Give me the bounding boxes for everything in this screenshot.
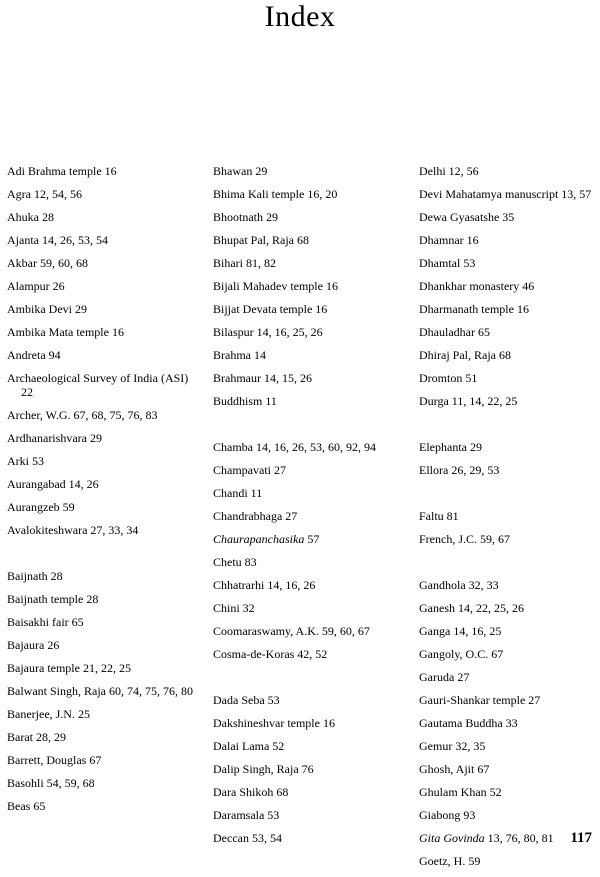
index-term: Bijjat Devata temple 16 [213, 302, 328, 316]
index-term: Ajanta 14, 26, 53, 54 [7, 233, 108, 247]
index-entry [419, 601, 599, 615]
index-pages: 13, 76, 80, 81 [484, 831, 554, 845]
index-term: Ghosh, Ajit 67 [419, 762, 490, 776]
index-term: Garuda 27 [419, 670, 470, 684]
index-entry [419, 739, 599, 753]
index-entry [213, 647, 401, 661]
index-entry [213, 371, 401, 385]
index-column-3 [419, 164, 599, 877]
index-entry [7, 776, 195, 790]
index-entry [213, 601, 401, 615]
index-term: Bihari 81, 82 [213, 256, 276, 270]
index-entry [213, 509, 401, 523]
index-entry [213, 279, 401, 293]
index-term: Dakshineshvar temple 16 [213, 716, 335, 730]
index-term: Dara Shikoh 68 [213, 785, 289, 799]
index-term: Aurangzeb 59 [7, 500, 75, 514]
index-entry [7, 233, 195, 247]
index-entry [213, 785, 401, 799]
index-term: Ghulam Khan 52 [419, 785, 502, 799]
index-entry [213, 693, 401, 707]
index-term: Archaeological Survey of India (ASI) 22 [7, 371, 189, 399]
index-term: Devi Mahatamya manuscript 13, 57 [419, 187, 592, 201]
index-entry [419, 302, 599, 316]
index-entry [419, 187, 599, 201]
index-entry [7, 592, 195, 606]
index-entry [419, 256, 599, 270]
index-entry [213, 532, 401, 546]
index-term: Bhupat Pal, Raja 68 [213, 233, 309, 247]
index-term: Daramsala 53 [213, 808, 280, 822]
index-entry [7, 256, 195, 270]
index-term: Ellora 26, 29, 53 [419, 463, 500, 477]
index-entry [419, 279, 599, 293]
index-entry [419, 670, 599, 684]
index-term: Brahma 14 [213, 348, 266, 362]
index-term: Gangoly, O.C. 67 [419, 647, 504, 661]
index-term: Beas 65 [7, 799, 46, 813]
index-entry [419, 233, 599, 247]
index-entry [419, 854, 599, 868]
index-term: Ganesh 14, 22, 25, 26 [419, 601, 524, 615]
letter-group-gap [213, 417, 401, 440]
index-term: Bajaura temple 21, 22, 25 [7, 661, 131, 675]
index-entry [419, 647, 599, 661]
page-title: Index [264, 0, 336, 33]
index-term: Bajaura 26 [7, 638, 60, 652]
index-term: Chetu 83 [213, 555, 257, 569]
index-term: Coomaraswamy, A.K. 59, 60, 67 [213, 624, 370, 638]
index-entry [213, 486, 401, 500]
index-term: Bhootnath 29 [213, 210, 278, 224]
index-entry [7, 799, 195, 813]
index-term: Baijnath temple 28 [7, 592, 99, 606]
index-entry [419, 394, 599, 408]
index-term: Andreta 94 [7, 348, 61, 362]
index-entry [213, 808, 401, 822]
index-term: Adi Brahma temple 16 [7, 164, 117, 178]
index-term: Champavati 27 [213, 463, 286, 477]
index-term: Chamba 14, 16, 26, 53, 60, 92, 94 [213, 440, 376, 454]
index-term: Gautama Buddha 33 [419, 716, 518, 730]
index-term: Bhima Kali temple 16, 20 [213, 187, 338, 201]
index-entry [419, 785, 599, 799]
index-entry [7, 638, 195, 652]
index-entry [419, 440, 599, 454]
index-entry [213, 716, 401, 730]
index-entry [419, 716, 599, 730]
index-term: Dharmanath temple 16 [419, 302, 529, 316]
letter-group-gap [419, 486, 599, 509]
index-entry [213, 762, 401, 776]
index-term: Dhauladhar 65 [419, 325, 490, 339]
index-entry [7, 348, 195, 362]
index-entry [213, 440, 401, 454]
index-entry [7, 454, 195, 468]
index-entry [419, 348, 599, 362]
index-entry [419, 808, 599, 822]
index-entry [7, 164, 195, 178]
index-term: Avalokiteshwara 27, 33, 34 [7, 523, 139, 537]
index-entry [7, 279, 195, 293]
index-entry [7, 707, 195, 721]
index-term: Akbar 59, 60, 68 [7, 256, 88, 270]
index-term: Goetz, H. 59 [419, 854, 481, 868]
index-term: Ahuka 28 [7, 210, 54, 224]
index-entry [7, 569, 195, 583]
index-term: Gemur 32, 35 [419, 739, 486, 753]
index-entry [7, 500, 195, 514]
index-entry [7, 684, 195, 698]
index-term: Giabong 93 [419, 808, 476, 822]
index-term: Ambika Mata temple 16 [7, 325, 124, 339]
index-term: Dalip Singh, Raja 76 [213, 762, 314, 776]
index-term: Baijnath 28 [7, 569, 63, 583]
index-entry [213, 210, 401, 224]
index-term: Dromton 51 [419, 371, 478, 385]
index-entry [7, 210, 195, 224]
index-entry [213, 555, 401, 569]
index-term: Ganga 14, 16, 25 [419, 624, 502, 638]
index-term: Dhamtal 53 [419, 256, 476, 270]
index-entry [7, 661, 195, 675]
index-entry [7, 371, 195, 399]
index-term: Baisakhi fair 65 [7, 615, 84, 629]
index-entry [213, 831, 401, 845]
index-column-2 [213, 164, 401, 854]
index-term: Elephanta 29 [419, 440, 482, 454]
letter-group-gap [7, 546, 195, 569]
index-entry [419, 463, 599, 477]
index-term: Durga 11, 14, 22, 25 [419, 394, 518, 408]
index-term: Ardhanarishvara 29 [7, 431, 102, 445]
index-entry [213, 739, 401, 753]
index-entry [419, 164, 599, 178]
index-term: Deccan 53, 54 [213, 831, 282, 845]
index-entry [213, 578, 401, 592]
index-entry [213, 164, 401, 178]
index-term: Buddhism 11 [213, 394, 277, 408]
index-pages: 57 [304, 532, 320, 546]
index-entry [213, 624, 401, 638]
index-entry [419, 693, 599, 707]
index-term: Chaurapanchasika [213, 532, 305, 546]
index-entry [419, 532, 599, 546]
index-term: Dewa Gyasatshe 35 [419, 210, 515, 224]
index-term: Gita Govinda [419, 831, 485, 845]
index-term: Dhiraj Pal, Raja 68 [419, 348, 511, 362]
index-term: Arki 53 [7, 454, 44, 468]
page-number: 117 [570, 830, 592, 846]
index-term: Gauri-Shankar temple 27 [419, 693, 541, 707]
index-term: Dalai Lama 52 [213, 739, 285, 753]
index-term: Archer, W.G. 67, 68, 75, 76, 83 [7, 408, 158, 422]
index-term: Gandhola 32, 33 [419, 578, 499, 592]
index-entry [7, 753, 195, 767]
index-entry [419, 762, 599, 776]
index-term: Bhawan 29 [213, 164, 268, 178]
index-term: Chini 32 [213, 601, 255, 615]
index-term: Basohli 54, 59, 68 [7, 776, 95, 790]
index-entry [7, 431, 195, 445]
index-entry [419, 210, 599, 224]
index-entry [7, 615, 195, 629]
index-entry [419, 624, 599, 638]
index-term: Chandrabhaga 27 [213, 509, 298, 523]
index-entry [7, 477, 195, 491]
index-entry [419, 325, 599, 339]
index-term: Agra 12, 54, 56 [7, 187, 82, 201]
index-term: Balwant Singh, Raja 60, 74, 75, 76, 80 [7, 684, 193, 698]
index-term: Bijali Mahadev temple 16 [213, 279, 338, 293]
index-term: Chandi 11 [213, 486, 263, 500]
index-term: Delhi 12, 56 [419, 164, 479, 178]
letter-group-gap [419, 555, 599, 578]
index-entry [419, 509, 599, 523]
index-entry [213, 394, 401, 408]
index-term: Chhatrarhi 14, 16, 26 [213, 578, 316, 592]
index-entry [419, 371, 599, 385]
index-entry [419, 578, 599, 592]
index-term: Aurangabad 14, 26 [7, 477, 99, 491]
index-term: Bilaspur 14, 16, 25, 26 [213, 325, 323, 339]
index-entry [213, 325, 401, 339]
index-entry [7, 408, 195, 422]
index-entry [213, 302, 401, 316]
index-term: Banerjee, J.N. 25 [7, 707, 90, 721]
letter-group-gap [419, 417, 599, 440]
index-term: Cosma-de-Koras 42, 52 [213, 647, 328, 661]
index-entry [7, 325, 195, 339]
index-entry [213, 348, 401, 362]
index-term: Barat 28, 29 [7, 730, 66, 744]
index-term: Dhamnar 16 [419, 233, 479, 247]
index-term: Dhankhar monastery 46 [419, 279, 535, 293]
index-entry [7, 302, 195, 316]
index-entry [213, 233, 401, 247]
index-term: French, J.C. 59, 67 [419, 532, 510, 546]
index-column-1 [7, 164, 195, 822]
index-entry [213, 256, 401, 270]
index-entry [7, 523, 195, 537]
index-term: Brahmaur 14, 15, 26 [213, 371, 312, 385]
index-entry [7, 187, 195, 201]
index-term: Barrett, Douglas 67 [7, 753, 102, 767]
index-entry [213, 463, 401, 477]
index-term: Alampur 26 [7, 279, 65, 293]
letter-group-gap [213, 670, 401, 693]
index-entry [213, 187, 401, 201]
index-term: Faltu 81 [419, 509, 459, 523]
index-term: Ambika Devi 29 [7, 302, 87, 316]
index-entry [7, 730, 195, 744]
index-term: Dada Seba 53 [213, 693, 280, 707]
